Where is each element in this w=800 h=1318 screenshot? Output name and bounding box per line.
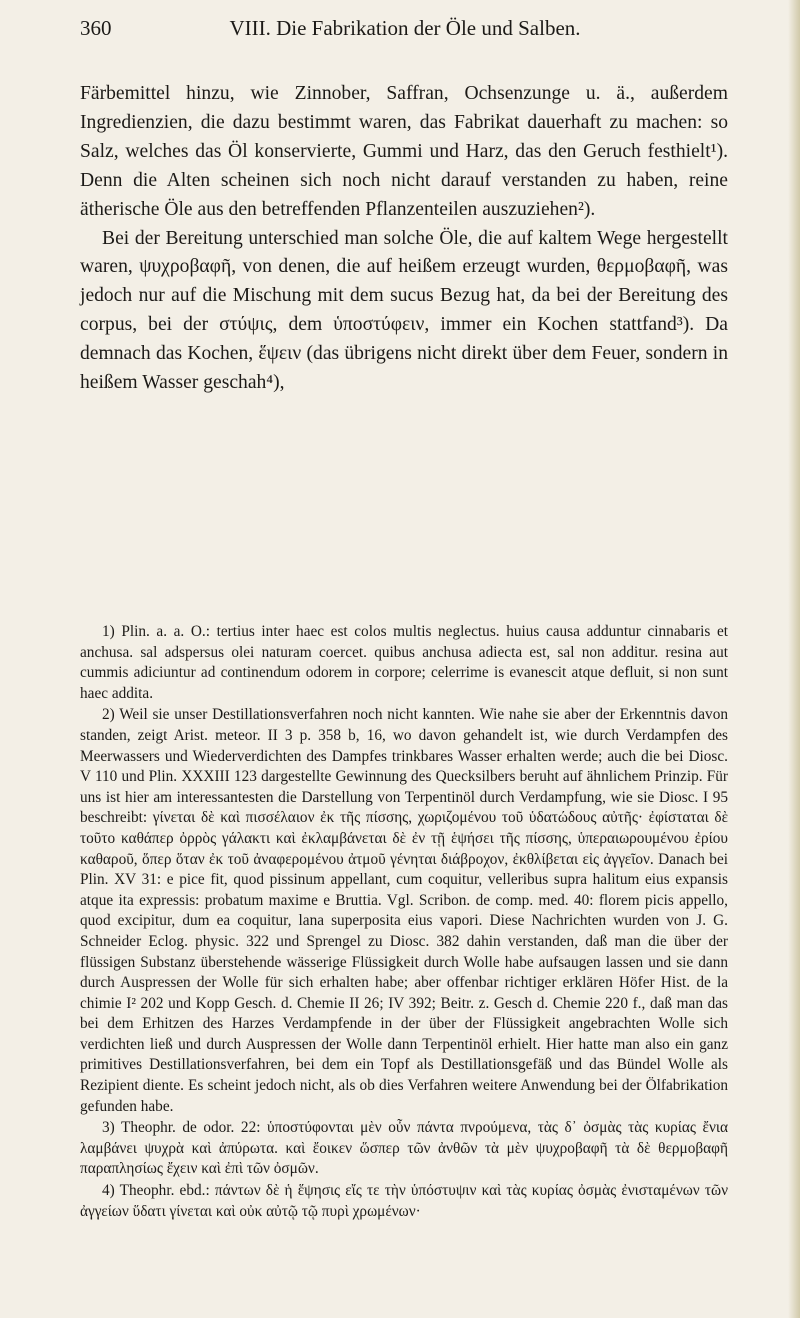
paragraph-1: Färbemittel hinzu, wie Zinnober, Saffran, Ochsenzunge u. ä., außerdem Ingredienzien, die dazu bestimmt waren, das Fabrikat dauerhaft zu machen: so Salz, welches das Öl konservierte, Gummi und Harz, das den Geruch festhielt¹). Denn die Alten scheinen sich noch nicht darauf verstanden zu haben, reine ätherische Öle aus den betreffenden Pflanzenteilen auszuziehen²). — [80, 83, 728, 220]
footnote-4: 4) Theophr. ebd.: πάντων δὲ ἡ ἕψησις εἴς τε τὴν ὑπόστυψιν καὶ τὰς κυρίας ὀσμὰς ἐνισταμένων τῶν ἀγγείων ὕδατι γίνεται καὶ οὐκ αὐτῷ τῷ πυρὶ χρωμένων· — [80, 1182, 728, 1220]
page-header — [80, 16, 730, 50]
footnote-2: 2) Weil sie unser Destillationsverfahren noch nicht kannten. Wie nahe sie aber der Erkenntnis davon standen, zeigt Arist. meteor. II 3 p. 358 b, 16, wo davon gehandelt ist, wie durch Verdampfen des Meerwassers und Wiederverdichten des Dampfes trinkbares Wasser erhalten werde; auch die bei Diosc. V 110 und Plin. XXXIII 123 dargestellte Gewinnung des Quecksilbers beruht auf ähnlichem Prinzip. Für uns ist hier am interessantesten die Darstellung von Terpentinöl durch Verdampfung, wie sie Diosc. I 95 beschreibt: γίνεται δὲ καὶ πισσέλαιον ἐκ τῆς πίσσης, χωριζομένου τοῦ ὑδατώδους αὐτῆς· ἐφίσταται δὲ τοῦτο καθάπερ ὀρρὸς γάλακτι καὶ ἐκλαμβάνεται δὲ ἐν τῇ ἑψήσει τῆς πίσσης, ὑπεραιωρουμένου ἐρίου καθαροῦ, ὅπερ ὅταν ἐκ τοῦ ἀναφερομένου ἀτμοῦ γένηται διάβροχον, ἐκθλίβεται εἰς ἀγγεῖον. Danach bei Plin. XV 31: e pice fit, quod pissinum appellant, cum coquitur, velleribus supra halitum eius expansis atque ita expressis: probatum maxime e Bruttia. Vgl. Scribon. de comp. med. 40: florem picis appello, quod excipitur, dum ea coquitur, lana superposita eius vapori. Diese Nachrichten wurden von J. G. Schneider Eclog. physic. 322 und Sprengel zu Diosc. 382 dahin verstanden, daß man die über der flüssigen Substanz überstehende wässerige Flüssigkeit durch Wolle habe aufsaugen lassen und sie dann durch Auspressen der Wolle für sich erhalten habe; aber offenbar richtiger erklären Höfer Hist. de la chimie I² 202 und Kopp Gesch. d. Chemie II 26; IV 392; Beitr. z. Gesch d. Chemie 220 f., daß man das bei dem Erhitzen des Harzes Verdampfende in der über der Flüssigkeit angebrachten Wolle sich verdichten ließ und durch Auspressen der Wolle dann Terpentinöl erhielt. Hier hatte man also ein ganz primitives Destillationsverfahren, bei dem ein Topf als Destillationsgefäß und das Bündel Wolle als Rezipient diente. Es scheint jedoch nicht, als ob dies Verfahren weitere Anwendung bei der Ölfabrikation gefunden habe. — [80, 706, 728, 1115]
page-number: 360 — [80, 16, 112, 40]
paragraph-2: Bei der Bereitung unterschied man solche Öle, die auf kaltem Wege hergestellt waren, ψυχροβαφῆ, von denen, die auf heißem erzeugt wurden, θερμοβαφῆ, was jedoch nur auf die Mischung mit dem sucus Bezug hat, da bei der Bereitung des corpus, bei der στύψις, dem ὑποστύφειν, immer ein Kochen stattfand³). Da demnach das Kochen, ἕψειν (das übrigens nicht direkt über dem Feuer, sondern in heißem Wasser geschah⁴), — [80, 227, 728, 394]
footnotes — [80, 622, 728, 1223]
page-edge-shadow — [788, 0, 800, 1318]
running-title: VIII. Die Fabrikation der Öle und Salben. — [229, 16, 581, 40]
footnote-1: 1) Plin. a. a. O.: tertius inter haec est colos multis neglectus. huius causa adduntur cinnabaris et anchusa. sal adspersus olei naturam coercet. quibus anchusa adiecta est, sal non additur. resina aut cummis adiciuntur ad continendum odorem in corpore; celerrime is evanescit atque defluit, si non sunt haec addita. — [80, 623, 728, 702]
main-text — [80, 80, 728, 398]
footnote-3: 3) Theophr. de odor. 22: ὑποστύφονται μὲν οὖν πάντα πνρούμενα, τὰς δ᾽ ὀσμὰς τὰς κυρίας ἔνια λαμβάνει ψυχρὰ καὶ ἀπύρωτα. καὶ ἔοικεν ὥσπερ τῶν ἀνθῶν τὰ μὲν ψυχροβαφῆ τὰ δὲ θερμοβαφῆ παραπλησίως ἔχειν καὶ ἐπὶ τῶν ὀσμῶν. — [80, 1119, 728, 1178]
